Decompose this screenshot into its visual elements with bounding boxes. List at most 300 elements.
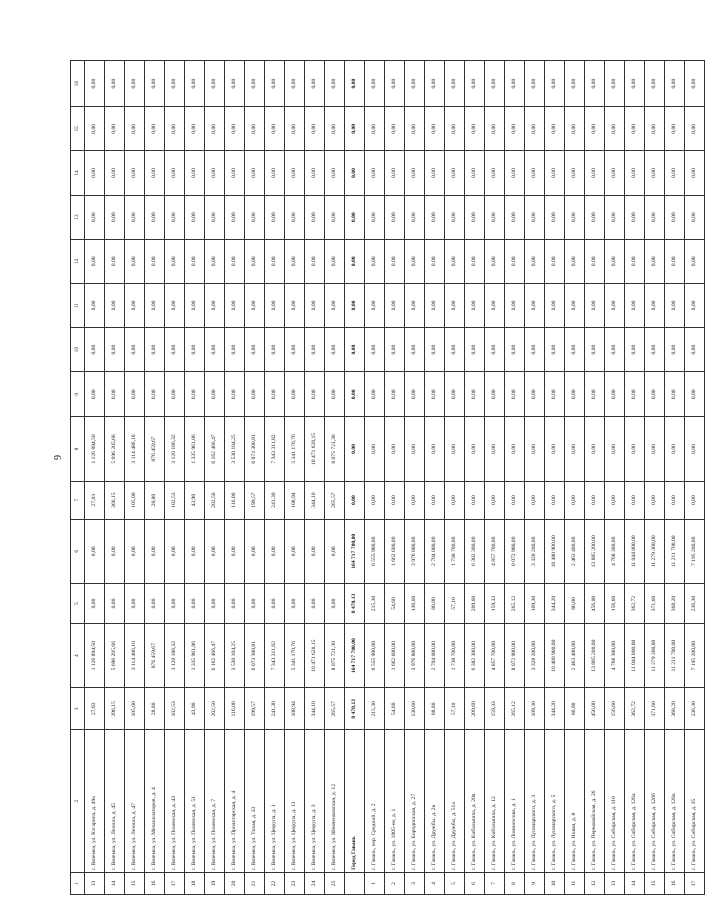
value-cell: 0,00 xyxy=(305,283,325,327)
value-cell: 0,00 xyxy=(85,151,105,195)
value-cell: 3 976 800,00 xyxy=(405,519,425,583)
address-cell: г. Вяземка, ул. Полевская, д. 7 xyxy=(205,730,225,873)
value-cell: 396,15 xyxy=(105,688,125,730)
value-cell: 3 328 200,00 xyxy=(525,519,545,583)
value-cell: 0,00 xyxy=(125,328,145,372)
value-cell: 0,00 xyxy=(605,195,625,239)
value-cell: 0,00 xyxy=(105,372,125,417)
value-cell: 8 072 900,00 xyxy=(505,519,525,583)
value-cell: 0,00 xyxy=(445,283,465,327)
row-number: 1 xyxy=(365,872,385,894)
value-cell: 0,00 xyxy=(485,195,505,239)
value-cell: 241,30 xyxy=(265,481,285,519)
address-cell: г. Гавань, пер. Средний, д. 2 xyxy=(365,730,385,873)
value-cell: 0,00 xyxy=(345,107,365,151)
value-cell: 0,00 xyxy=(425,239,445,283)
value-cell: 0,00 xyxy=(285,372,305,417)
value-cell: 130,60 xyxy=(405,583,425,623)
value-cell: 0,00 xyxy=(165,195,185,239)
value-cell: 5 696 205,66 xyxy=(105,417,125,481)
value-cell: 0,00 xyxy=(525,417,545,481)
value-cell: 0,00 xyxy=(325,583,345,623)
value-cell: 0,00 xyxy=(105,61,125,107)
row-number: 21 xyxy=(245,872,265,894)
value-cell: 0,00 xyxy=(145,151,165,195)
value-cell: 7 195 200,00 xyxy=(685,624,705,688)
value-cell: 0,00 xyxy=(185,519,205,583)
table-row xyxy=(465,61,485,895)
row-number: 17 xyxy=(685,872,705,894)
value-cell: 1 335 961,86 xyxy=(185,417,205,481)
value-cell: 0,00 xyxy=(425,283,445,327)
value-cell: 10 480 900,00 xyxy=(545,519,565,583)
column-number: 2 xyxy=(71,730,85,873)
value-cell: 105,00 xyxy=(125,481,145,519)
value-cell: 344,10 xyxy=(305,688,325,730)
value-cell: 0,00 xyxy=(505,107,525,151)
value-cell: 0,00 xyxy=(545,328,565,372)
table-row xyxy=(325,61,345,895)
table-row xyxy=(405,61,425,895)
value-cell: 0,00 xyxy=(125,107,145,151)
value-cell: 0,00 xyxy=(585,107,605,151)
value-cell: 241,30 xyxy=(265,688,285,730)
value-cell: 0,00 xyxy=(485,328,505,372)
value-cell: 0,00 xyxy=(245,283,265,327)
value-cell: 0,00 xyxy=(125,195,145,239)
value-cell: 0,00 xyxy=(565,107,585,151)
value-cell: 0,00 xyxy=(385,372,405,417)
value-cell: 88,80 xyxy=(425,688,445,730)
value-cell: 0,00 xyxy=(505,372,525,417)
value-cell: 0,00 xyxy=(405,239,425,283)
value-cell: 0,00 xyxy=(185,239,205,283)
value-cell: 265,12 xyxy=(505,583,525,623)
value-cell: 0,00 xyxy=(145,61,165,107)
value-cell: 0,00 xyxy=(565,151,585,195)
value-cell: 0,00 xyxy=(445,328,465,372)
value-cell: 0,00 xyxy=(185,107,205,151)
value-cell: 209,60 xyxy=(465,583,485,623)
value-cell: 0,00 xyxy=(485,283,505,327)
value-cell: 0,00 xyxy=(425,417,445,481)
value-cell: 876 459,67 xyxy=(145,624,165,688)
value-cell: 0,00 xyxy=(585,239,605,283)
table-row xyxy=(645,61,665,895)
value-cell: 13 885 200,00 xyxy=(585,624,605,688)
value-cell: 0,00 xyxy=(425,372,445,417)
value-cell: 6 073 300,81 xyxy=(245,624,265,688)
value-cell: 0,00 xyxy=(285,239,305,283)
value-cell: 0,00 xyxy=(465,151,485,195)
value-cell: 10 471 628,15 xyxy=(305,624,325,688)
value-cell: 0,00 xyxy=(285,107,305,151)
value-cell: 0,00 xyxy=(385,107,405,151)
column-number: 14 xyxy=(71,151,85,195)
value-cell: 0,00 xyxy=(645,107,665,151)
column-number: 3 xyxy=(71,688,85,730)
address-cell: г. Гавань, ул. Луначарского, д. 5 xyxy=(545,730,565,873)
value-cell: 1 126 894,50 xyxy=(85,624,105,688)
value-cell: 0,00 xyxy=(365,328,385,372)
value-cell: 0,00 xyxy=(205,328,225,372)
value-cell: 0,00 xyxy=(505,481,525,519)
value-cell: 28,80 xyxy=(145,688,165,730)
table-row xyxy=(305,61,325,895)
table-row xyxy=(245,61,265,895)
value-cell: 265,12 xyxy=(505,688,525,730)
value-cell: 0,00 xyxy=(645,417,665,481)
value-cell: 3 120 186,32 xyxy=(165,624,185,688)
value-cell: 0,00 xyxy=(505,239,525,283)
value-cell: 0,00 xyxy=(205,519,225,583)
value-cell: 0,00 xyxy=(265,239,285,283)
value-cell: 0,00 xyxy=(565,481,585,519)
value-cell: 209,60 xyxy=(465,688,485,730)
value-cell: 0,00 xyxy=(585,61,605,107)
value-cell: 0,00 xyxy=(645,239,665,283)
value-cell: 0,00 xyxy=(445,107,465,151)
value-cell: 0,00 xyxy=(165,283,185,327)
value-cell: 265,57 xyxy=(325,688,345,730)
value-cell: 0,00 xyxy=(265,107,285,151)
value-cell: 27,03 xyxy=(85,481,105,519)
value-cell: 0,00 xyxy=(405,417,425,481)
value-cell: 0,00 xyxy=(85,283,105,327)
value-cell: 5 696 205,66 xyxy=(105,624,125,688)
value-cell: 0,00 xyxy=(205,283,225,327)
value-cell: 0,00 xyxy=(165,328,185,372)
value-cell: 0,00 xyxy=(125,151,145,195)
address-cell: г. Гавань, ул. Первомайская, д. 26 xyxy=(585,730,605,873)
value-cell: 159,33 xyxy=(485,583,505,623)
data-table xyxy=(70,60,705,895)
value-cell: 0,00 xyxy=(105,283,125,327)
row-number: 16 xyxy=(665,872,685,894)
value-cell: 0,00 xyxy=(685,481,705,519)
value-cell: 6 073 300,81 xyxy=(245,417,265,481)
value-cell: 0,00 xyxy=(365,283,385,327)
row-number: 24 xyxy=(305,872,325,894)
row-number: 14 xyxy=(625,872,645,894)
value-cell: 2 463 400,00 xyxy=(565,519,585,583)
value-cell: 0,00 xyxy=(465,61,485,107)
value-cell: 0,00 xyxy=(485,151,505,195)
column-number: 6 xyxy=(71,519,85,583)
value-cell: 0,00 xyxy=(625,417,645,481)
table-row xyxy=(445,61,465,895)
value-cell: 0,00 xyxy=(325,328,345,372)
value-cell: 0,00 xyxy=(585,481,605,519)
value-cell: 0,00 xyxy=(545,61,565,107)
value-cell: 1 335 961,86 xyxy=(185,624,205,688)
value-cell: 4 768 300,00 xyxy=(605,519,625,583)
value-cell: 0,00 xyxy=(685,195,705,239)
row-number: 16 xyxy=(145,872,165,894)
value-cell: 0,00 xyxy=(165,239,185,283)
value-cell: 8 075 721,30 xyxy=(325,417,345,481)
value-cell: 0,00 xyxy=(185,61,205,107)
table-row xyxy=(205,61,225,895)
row-number: 12 xyxy=(585,872,605,894)
value-cell: 0,00 xyxy=(485,61,505,107)
row-number: 10 xyxy=(545,872,565,894)
value-cell: 0,00 xyxy=(445,372,465,417)
value-cell: 11 279 300,00 xyxy=(645,519,665,583)
value-cell: 0,00 xyxy=(405,61,425,107)
value-cell: 0,00 xyxy=(85,107,105,151)
value-cell: 0,00 xyxy=(365,107,385,151)
value-cell: 0,00 xyxy=(665,151,685,195)
value-cell: 0,00 xyxy=(665,417,685,481)
row-number: 22 xyxy=(265,872,285,894)
value-cell: 0,00 xyxy=(425,107,445,151)
value-cell: 0,00 xyxy=(545,151,565,195)
value-cell: 0,00 xyxy=(265,195,285,239)
value-cell: 0,00 xyxy=(265,519,285,583)
value-cell: 0,00 xyxy=(225,583,245,623)
value-cell: 0,00 xyxy=(85,195,105,239)
value-cell: 0,00 xyxy=(365,372,385,417)
value-cell: 0,00 xyxy=(365,61,385,107)
row-number: 23 xyxy=(285,872,305,894)
value-cell: 0,00 xyxy=(605,283,625,327)
value-cell: 0,00 xyxy=(325,372,345,417)
table-row xyxy=(625,61,645,895)
value-cell: 0,00 xyxy=(625,328,645,372)
value-cell: 11 211 700,00 xyxy=(665,519,685,583)
value-cell: 11 044 800,00 xyxy=(625,624,645,688)
value-cell: 0,00 xyxy=(345,417,365,481)
value-cell: 344,10 xyxy=(305,481,325,519)
value-cell: 10 471 628,15 xyxy=(305,417,325,481)
value-cell: 0,00 xyxy=(85,372,105,417)
value-cell: 0,00 xyxy=(205,107,225,151)
address-cell: г. Вяземка, ул. Полевская, д. 51 xyxy=(185,730,205,873)
value-cell: 0,00 xyxy=(465,283,485,327)
value-cell: 130,60 xyxy=(405,688,425,730)
value-cell: 0,00 xyxy=(245,372,265,417)
value-cell: 0,00 xyxy=(625,61,645,107)
value-cell: 0,00 xyxy=(265,328,285,372)
address-cell: г. Гавань, ул. Дружбы, д. 51а xyxy=(445,730,465,873)
table-row xyxy=(85,61,105,895)
value-cell: 0,00 xyxy=(105,583,125,623)
value-cell: 0,00 xyxy=(465,239,485,283)
value-cell: 0,00 xyxy=(85,519,105,583)
value-cell: 0,00 xyxy=(165,61,185,107)
address-cell: г. Гавань, ул. Ломоносова, д. 1 xyxy=(505,730,525,873)
value-cell: 3 530 104,25 xyxy=(225,624,245,688)
value-cell: 0,00 xyxy=(185,283,205,327)
table-row xyxy=(165,61,185,895)
value-cell: 0,00 xyxy=(105,519,125,583)
value-cell: 0,00 xyxy=(305,239,325,283)
value-cell: 0,00 xyxy=(305,195,325,239)
value-cell: 3 120 186,32 xyxy=(165,417,185,481)
value-cell: 0,00 xyxy=(485,481,505,519)
value-cell: 202,50 xyxy=(205,481,225,519)
value-cell: 0,00 xyxy=(625,372,645,417)
value-cell: 8 072 900,00 xyxy=(505,624,525,688)
value-cell: 102,53 xyxy=(165,481,185,519)
value-cell: 0,00 xyxy=(505,417,525,481)
row-number: 4 xyxy=(425,872,445,894)
value-cell: 0,00 xyxy=(645,195,665,239)
value-cell: 7 343 311,82 xyxy=(265,624,285,688)
value-cell: 366,15 xyxy=(105,481,125,519)
value-cell: 0,00 xyxy=(525,372,545,417)
value-cell: 876 459,67 xyxy=(145,417,165,481)
value-cell: 0,00 xyxy=(645,372,665,417)
value-cell: 2 704 000,00 xyxy=(425,624,445,688)
value-cell: 0,00 xyxy=(665,481,685,519)
table-row xyxy=(125,61,145,895)
value-cell: 0,00 xyxy=(605,151,625,195)
value-cell: 0,00 xyxy=(85,239,105,283)
table-container xyxy=(70,60,697,895)
value-cell: 0,00 xyxy=(345,481,365,519)
value-cell: 0,00 xyxy=(525,481,545,519)
value-cell: 13 885 200,00 xyxy=(585,519,605,583)
address-cell: г. Гавань, ул. Кибальчича, д. 12 xyxy=(485,730,505,873)
value-cell: 0,00 xyxy=(105,195,125,239)
value-cell: 3 328 200,00 xyxy=(525,624,545,688)
value-cell: 0,00 xyxy=(445,481,465,519)
value-cell: 0,00 xyxy=(425,195,445,239)
value-cell: 0,00 xyxy=(245,519,265,583)
value-cell: 0,00 xyxy=(545,239,565,283)
value-cell: 0,00 xyxy=(425,328,445,372)
value-cell: 57,10 xyxy=(445,583,465,623)
value-cell: 0,00 xyxy=(465,372,485,417)
value-cell: 0,00 xyxy=(625,107,645,151)
value-cell: 0,00 xyxy=(405,107,425,151)
value-cell: 164 717 700,00 xyxy=(345,624,365,688)
value-cell: 0,00 xyxy=(665,239,685,283)
value-cell: 199,57 xyxy=(245,688,265,730)
value-cell: 6 382 300,00 xyxy=(465,519,485,583)
table-row xyxy=(145,61,165,895)
value-cell: 0,00 xyxy=(225,107,245,151)
value-cell: 0,00 xyxy=(245,583,265,623)
value-cell: 0,00 xyxy=(225,328,245,372)
value-cell: 0,00 xyxy=(685,151,705,195)
value-cell: 0,00 xyxy=(665,328,685,372)
value-cell: 0,00 xyxy=(665,195,685,239)
address-cell: г. Гавань, ул. Луначарского, д. 3 xyxy=(525,730,545,873)
value-cell: 0,00 xyxy=(525,283,545,327)
value-cell: 54,60 xyxy=(385,583,405,623)
value-cell: 0,00 xyxy=(385,417,405,481)
table-row xyxy=(685,61,705,895)
value-cell: 0,00 xyxy=(225,61,245,107)
value-cell: 0,00 xyxy=(245,195,265,239)
value-cell: 0,00 xyxy=(325,519,345,583)
value-cell: 0,00 xyxy=(345,239,365,283)
column-number: 13 xyxy=(71,195,85,239)
value-cell: 0,00 xyxy=(385,195,405,239)
value-cell: 0,00 xyxy=(205,239,225,283)
value-cell: 0,00 xyxy=(205,583,225,623)
value-cell: 0,00 xyxy=(525,328,545,372)
value-cell: 0,00 xyxy=(445,239,465,283)
value-cell: 1 738 700,00 xyxy=(445,519,465,583)
value-cell: 105,00 xyxy=(125,688,145,730)
value-cell: 0,00 xyxy=(165,583,185,623)
value-cell: 0,00 xyxy=(325,61,345,107)
value-cell: 0,00 xyxy=(345,61,365,107)
value-cell: 0,00 xyxy=(645,481,665,519)
column-number: 8 xyxy=(71,417,85,481)
row-number: 8 xyxy=(505,872,525,894)
value-cell: 0,00 xyxy=(125,519,145,583)
value-cell: 202,50 xyxy=(205,688,225,730)
value-cell: 0,00 xyxy=(245,239,265,283)
value-cell: 0,00 xyxy=(525,107,545,151)
table-row xyxy=(665,61,685,895)
value-cell: 109,30 xyxy=(525,583,545,623)
value-cell: 0,00 xyxy=(265,151,285,195)
value-cell: 0,00 xyxy=(185,372,205,417)
value-cell: 215,30 xyxy=(365,688,385,730)
column-number: 7 xyxy=(71,481,85,519)
value-cell: 0,00 xyxy=(525,195,545,239)
value-cell: 43,90 xyxy=(185,688,205,730)
value-cell: 0,00 xyxy=(405,283,425,327)
value-cell: 0,00 xyxy=(605,481,625,519)
value-cell: 0,00 xyxy=(365,239,385,283)
value-cell: 0,00 xyxy=(225,283,245,327)
address-cell: г. Гавань, ул. Сибирская, д. 110 xyxy=(605,730,625,873)
value-cell: 0,00 xyxy=(465,417,485,481)
value-cell: 0,00 xyxy=(125,583,145,623)
value-cell: 0,00 xyxy=(505,195,525,239)
value-cell: 0,00 xyxy=(325,151,345,195)
value-cell: 0,00 xyxy=(345,283,365,327)
value-cell: 0,00 xyxy=(465,328,485,372)
address-cell: г. Гавань, ул. 1005-ое, д. 1 xyxy=(385,730,405,873)
value-cell: 0,00 xyxy=(445,151,465,195)
value-cell: 0,00 xyxy=(365,417,385,481)
value-cell: 164 717 700,00 xyxy=(345,519,365,583)
value-cell: 6 555 900,00 xyxy=(365,624,385,688)
value-cell: 456,00 xyxy=(585,688,605,730)
table-row xyxy=(545,61,565,895)
table-row xyxy=(425,61,445,895)
value-cell: 0,00 xyxy=(145,107,165,151)
value-cell: 0,00 xyxy=(685,372,705,417)
row-number: 18 xyxy=(185,872,205,894)
value-cell: 0,00 xyxy=(425,61,445,107)
value-cell: 0,00 xyxy=(305,519,325,583)
value-cell: 0,00 xyxy=(665,372,685,417)
column-number: 9 xyxy=(71,372,85,417)
table-row xyxy=(265,61,285,895)
value-cell: 0,00 xyxy=(665,61,685,107)
value-cell: 0,00 xyxy=(165,107,185,151)
value-cell: 0,00 xyxy=(405,481,425,519)
row-number: 19 xyxy=(205,872,225,894)
value-cell: 108,94 xyxy=(285,688,305,730)
value-cell: 265,57 xyxy=(325,481,345,519)
value-cell: 0,00 xyxy=(385,61,405,107)
value-cell: 0,00 xyxy=(305,151,325,195)
value-cell: 0,00 xyxy=(385,328,405,372)
value-cell: 0,00 xyxy=(465,481,485,519)
value-cell: 0,00 xyxy=(585,417,605,481)
value-cell: 0,00 xyxy=(505,328,525,372)
